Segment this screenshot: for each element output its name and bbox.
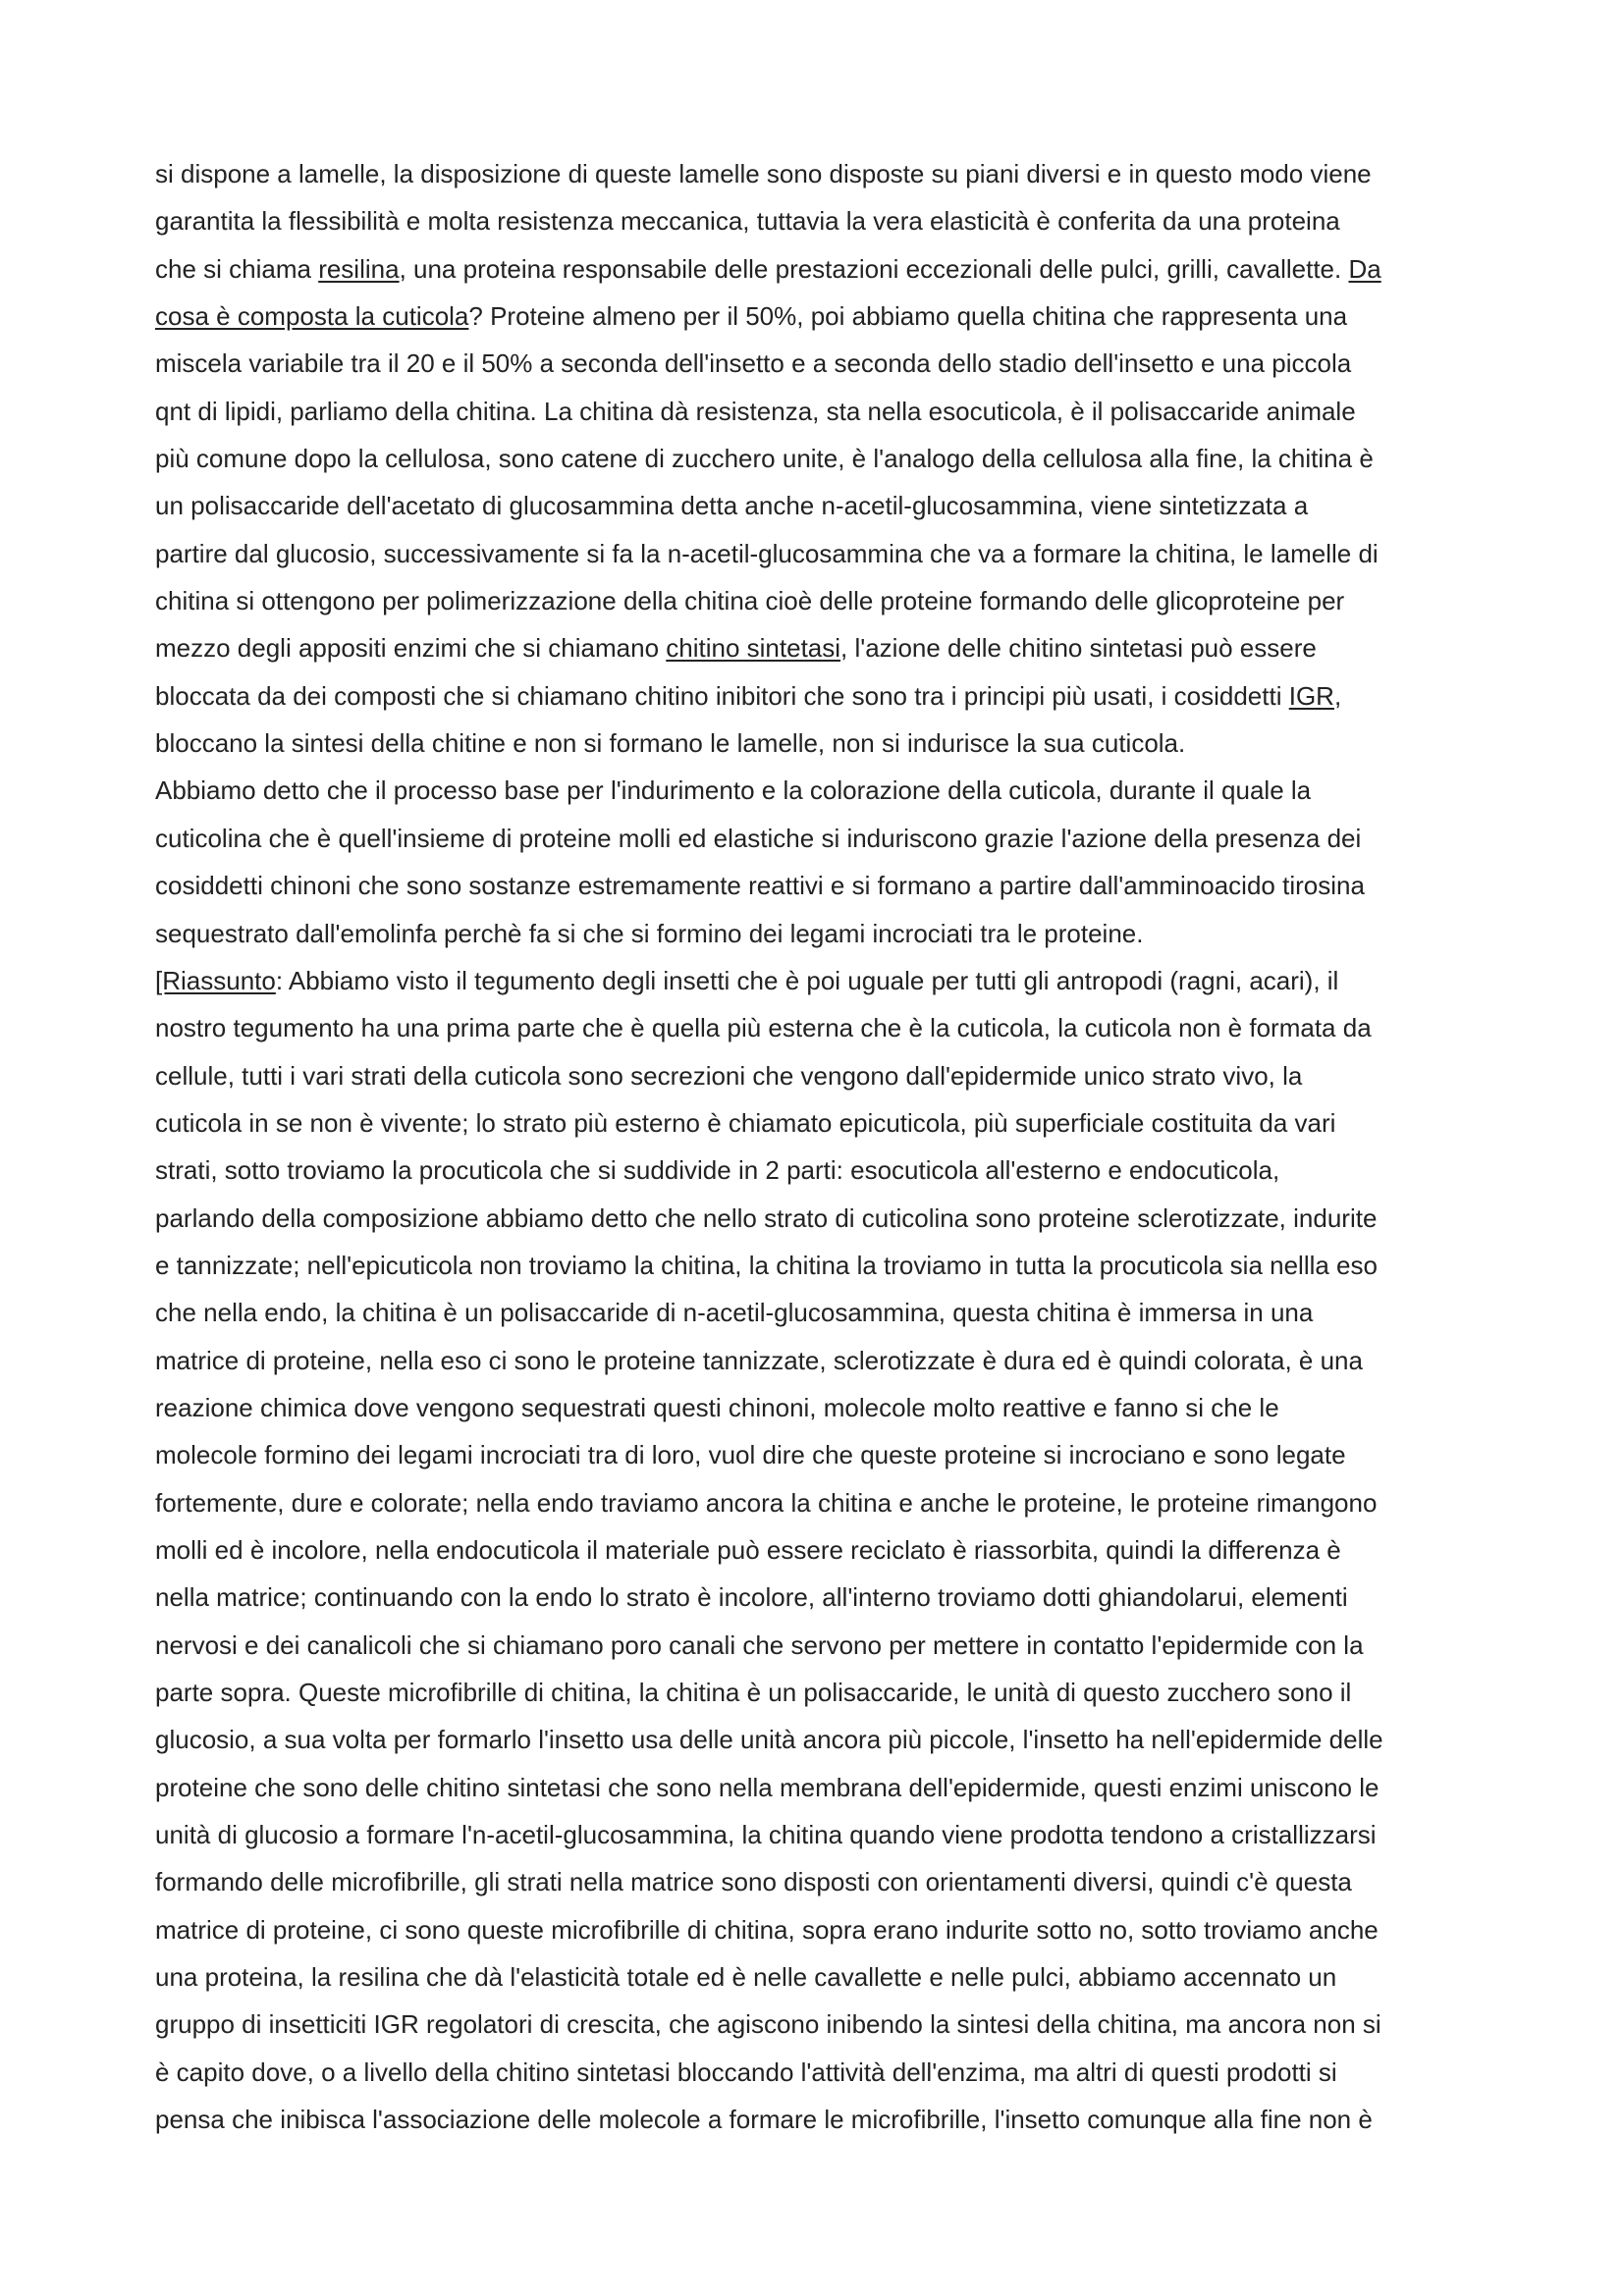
text-line	[155, 1858, 1481, 1905]
text-line	[155, 1526, 1481, 1574]
text-segment: è capito dove, o a livello della chitino sintetasi bloccando l'attività dell'enzima, ma altri di questi prodotti si	[155, 2056, 1337, 2087]
text-line	[155, 1811, 1481, 1858]
text-segment: molli ed è incolore, nella endocuticola il materiale può essere reciclato è riassorbita, quindi la differenza è	[155, 1534, 1341, 1565]
text-segment: strati, sotto troviamo la procuticola che si suddivide in 2 parti: esocuticola all'esterno e endocuticola,	[155, 1155, 1280, 1186]
text-segment: unità di glucosio a formare l'n-acetil-glucosammina, la chitina quando viene prodotta tendono a cristallizzarsi	[155, 1820, 1377, 1850]
text-line	[155, 720, 1481, 767]
text-line	[155, 1431, 1481, 1478]
text-line	[155, 1906, 1481, 1953]
text-line	[155, 1099, 1481, 1147]
text-segment: che si chiama	[155, 253, 319, 284]
text-line	[155, 1479, 1481, 1526]
text-line	[155, 2001, 1481, 2048]
text-segment: bloccata da dei composti che si chiamano chitino inibitori che sono tra i principi più usati, i cosiddetti	[155, 680, 1289, 711]
text-segment: parlando della composizione abbiamo detto che nello strato di cuticolina sono proteine sclerotizzate, indurite	[155, 1202, 1378, 1233]
text-line	[155, 2096, 1481, 2143]
text-line	[155, 293, 1481, 340]
text-segment: ,	[1333, 680, 1342, 711]
text-line	[155, 1289, 1481, 1336]
text-segment: proteine che sono delle chitino sintetasi che sono nella membrana dell'epidermide, questi enzimi uniscono le	[155, 1772, 1380, 1802]
text-segment: , l'azione delle chitino sintetasi può essere	[840, 633, 1317, 664]
text-line	[155, 1622, 1481, 1669]
text-segment: chitina si ottengono per polimerizzazione della chitina cioè delle proteine formando delle glicoproteine per	[155, 586, 1345, 616]
text-line	[155, 388, 1481, 435]
text-line	[155, 530, 1481, 577]
text-segment: miscela variabile tra il 20 e il 50% a seconda dell'insetto e a seconda dello stadio dell'insetto e una piccola	[155, 348, 1352, 379]
text-segment: più comune dopo la cellulosa, sono catene di zucchero unite, è l'analogo della cellulosa alla fine, la chitina è	[155, 444, 1374, 474]
text-segment: ? Proteine almeno per il 50%, poi abbiamo quella chitina che rappresenta una	[468, 301, 1348, 332]
text-line	[155, 245, 1481, 293]
text-line	[155, 1716, 1481, 1763]
text-segment: bloccano la sintesi della chitine e non si formano le lamelle, non si indurisce la sua cuticola.	[155, 728, 1186, 759]
text-line	[155, 340, 1481, 387]
text-line	[155, 672, 1481, 720]
text-segment: qnt di lipidi, parliamo della chitina. La chitina dà resistenza, sta nella esocuticola, è il polisaccaride animale	[155, 396, 1356, 426]
text-line	[155, 577, 1481, 624]
text-line	[155, 1574, 1481, 1621]
text-segment: nella matrice; continuando con la endo lo strato è incolore, all'interno troviamo dotti ghiandolarui, elementi	[155, 1582, 1348, 1613]
underlined-term: chitino sintetasi	[666, 633, 841, 664]
text-segment: gruppo di insetticiti IGR regolatori di crescita, che agiscono inibendo la sintesi della chitina, ma ancora non si	[155, 2009, 1381, 2040]
text-line	[155, 910, 1481, 957]
text-line	[155, 1953, 1481, 2001]
text-segment: una proteina, la resilina che dà l'elasticità totale ed è nelle cavallette e nelle pulci, abbiamo accennato un	[155, 1962, 1337, 1993]
text-line	[155, 1669, 1481, 1716]
text-line	[155, 435, 1481, 482]
text-line	[155, 2049, 1481, 2096]
text-line	[155, 197, 1481, 244]
underlined-term: IGR	[1288, 680, 1334, 711]
text-segment: pensa che inibisca l'associazione delle molecole a formare le microfibrille, l'insetto comunque alla fine non è	[155, 2105, 1373, 2135]
underlined-term: resilina	[318, 253, 400, 284]
text-segment: garantita la flessibilità e molta resistenza meccanica, tuttavia la vera elasticità è conferita da una proteina	[155, 206, 1340, 237]
text-segment: , una proteina responsabile delle prestazioni eccezionali delle pulci, grilli, cavallette.	[399, 253, 1349, 284]
text-line	[155, 1195, 1481, 1242]
text-segment: partire dal glucosio, successivamente si fa la n-acetil-glucosammina che va a formare la chitina, le lamelle di	[155, 538, 1379, 568]
underlined-term: [Riassunto	[155, 965, 276, 995]
text-line	[155, 1242, 1481, 1289]
text-line	[155, 1337, 1481, 1384]
text-segment: glucosio, a sua volta per formarlo l'insetto usa delle unità ancora più piccole, l'insetto ha nell'epidermide delle	[155, 1725, 1383, 1755]
text-line	[155, 1764, 1481, 1811]
text-line	[155, 767, 1481, 814]
text-line	[155, 624, 1481, 671]
text-line	[155, 1147, 1481, 1194]
text-segment: Abbiamo detto che il processo base per l'indurimento e la colorazione della cuticola, durante il quale la	[155, 775, 1312, 806]
text-segment: cuticola in se non è vivente; lo strato più esterno è chiamato epicuticola, più superficiale costituita da vari	[155, 1107, 1336, 1138]
text-segment: cuticolina che è quell'insieme di proteine molli ed elastiche si induriscono grazie l'azione della presenza dei	[155, 823, 1362, 853]
text-segment: un polisaccaride dell'acetato di glucosammina detta anche n-acetil-glucosammina, viene sintetizzata a	[155, 491, 1309, 521]
text-line	[155, 1384, 1481, 1431]
text-line	[155, 957, 1481, 1004]
text-segment: fortemente, dure e colorate; nella endo traviamo ancora la chitina e anche le proteine, le proteine rimangono	[155, 1487, 1378, 1518]
text-segment: matrice di proteine, nella eso ci sono le proteine tannizzate, sclerotizzate è dura ed è quindi colorata, è una	[155, 1345, 1363, 1375]
underlined-term: cosa è composta la cuticola	[155, 301, 469, 332]
text-segment: matrice di proteine, ci sono queste microfibrille di chitina, sopra erano indurite sotto no, sotto troviamo anche	[155, 1914, 1379, 1945]
text-segment: che nella endo, la chitina è un polisaccaride di n-acetil-glucosammina, questa chitina è immersa in una	[155, 1298, 1314, 1328]
body-text	[155, 150, 1481, 2143]
text-line	[155, 482, 1481, 529]
text-line	[155, 815, 1481, 862]
text-segment: reazione chimica dove vengono sequestrati questi chinoni, molecole molto reattive e fanno si che le	[155, 1392, 1279, 1422]
text-segment: nostro tegumento ha una prima parte che è quella più esterna che è la cuticola, la cuticola non è formata da	[155, 1013, 1372, 1043]
underlined-term: Da	[1348, 253, 1381, 284]
text-segment: cellule, tutti i vari strati della cuticola sono secrezioni che vengono dall'epidermide unico strato vivo, la	[155, 1060, 1303, 1091]
text-line	[155, 862, 1481, 909]
text-segment: e tannizzate; nell'epicuticola non troviamo la chitina, la chitina la troviamo in tutta la procuticola sia nellla eso	[155, 1250, 1378, 1280]
text-line	[155, 150, 1481, 197]
text-segment: nervosi e dei canalicoli che si chiamano poro canali che servono per mettere in contatto l'epidermide con la	[155, 1629, 1364, 1660]
text-segment: molecole formino dei legami incrociati tra di loro, vuol dire che queste proteine si incrociano e sono legate	[155, 1440, 1346, 1470]
text-segment: sequestrato dall'emolinfa perchè fa si che si formino dei legami incrociati tra le proteine.	[155, 918, 1144, 948]
text-segment: si dispone a lamelle, la disposizione di queste lamelle sono disposte su piani diversi e in questo modo viene	[155, 159, 1372, 188]
text-line	[155, 1004, 1481, 1051]
text-line	[155, 1052, 1481, 1099]
text-segment: cosiddetti chinoni che sono sostanze estremamente reattivi e si formano a partire dall'amminoacido tirosina	[155, 871, 1365, 901]
text-segment: formando delle microfibrille, gli strati nella matrice sono disposti con orientamenti diversi, quindi c'è questa	[155, 1867, 1352, 1897]
text-segment: : Abbiamo visto il tegumento degli insetti che è poi uguale per tutti gli antropodi (ragni, acari), il	[275, 965, 1339, 995]
text-segment: mezzo degli appositi enzimi che si chiamano	[155, 633, 667, 664]
text-segment: parte sopra. Queste microfibrille di chitina, la chitina è un polisaccaride, le unità di questo zucchero sono il	[155, 1678, 1352, 1707]
